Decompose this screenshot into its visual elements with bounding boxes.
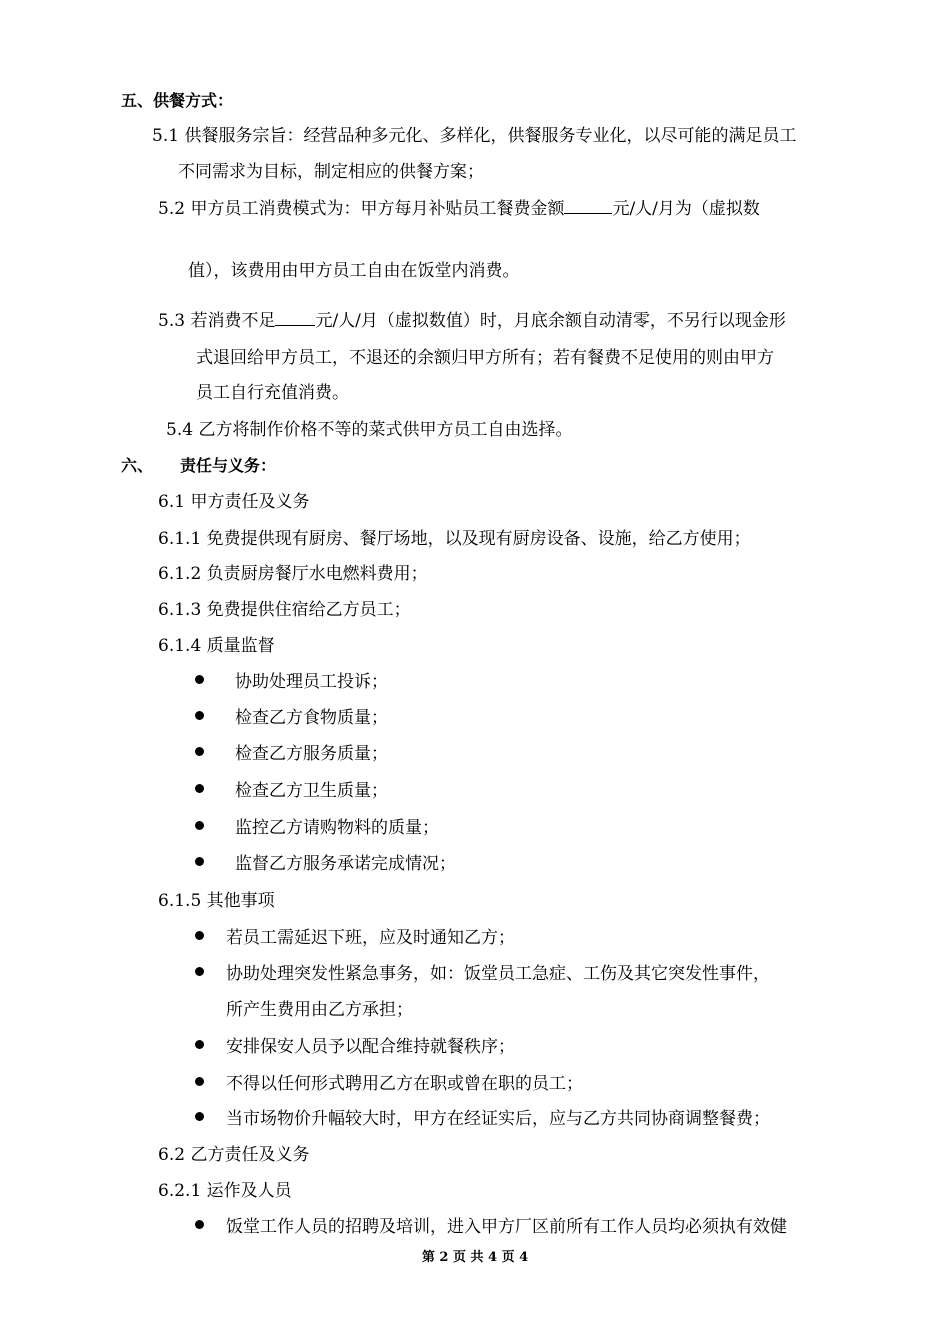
clause-5-2-text-after-blank: 元/人/月为（虚拟数: [612, 199, 760, 219]
quality-list-item: 监控乙方请购物料的质量；: [235, 818, 439, 838]
clause-5-3-line-3: 员工自行充值消费。: [196, 383, 349, 403]
bullet-icon: [195, 1077, 204, 1086]
threshold-blank-field: [275, 309, 315, 326]
clause-6-2-1: 6.2.1 运作及人员: [158, 1181, 292, 1201]
clause-5-3-text-after-blank: 元/人/月（虚拟数值）时，月底余额自动清零，不另行以现金形: [315, 311, 786, 331]
bullet-icon: [195, 1040, 204, 1049]
clause-5-2-line-1: [158, 197, 760, 221]
quality-list-item: 检查乙方服务质量；: [235, 744, 388, 764]
quality-list-item: 监督乙方服务承诺完成情况；: [235, 854, 456, 874]
bullet-icon: [195, 747, 204, 756]
clause-5-1-line-2: 不同需求为目标，制定相应的供餐方案；: [178, 162, 484, 182]
quality-list-item: 检查乙方卫生质量；: [235, 781, 388, 801]
bullet-icon: [195, 784, 204, 793]
section-6-heading: 责任与义务：: [180, 456, 277, 475]
ops-list-item: 饭堂工作人员的招聘及培训，进入甲方厂区前所有工作人员均必须执有效健: [226, 1217, 787, 1237]
clause-6-1-4: 6.1.4 质量监督: [158, 636, 275, 656]
clause-6-1-1: 6.1.1 免费提供现有厨房、餐厅场地，以及现有厨房设备、设施，给乙方使用；: [158, 529, 751, 549]
bullet-icon: [195, 675, 204, 684]
page-footer: 第 2 页 共 4 页 4: [421, 1250, 529, 1265]
bullet-icon: [195, 967, 204, 976]
amount-blank-field: [564, 197, 612, 214]
other-list-item: 不得以任何形式聘用乙方在职或曾在职的员工；: [226, 1074, 583, 1094]
clause-5-3-text-before-blank: 5.3 若消费不足: [158, 311, 276, 331]
clause-6-2: 6.2 乙方责任及义务: [158, 1145, 310, 1165]
section-6-heading-number: 六、: [121, 456, 154, 475]
other-list-item: 协助处理突发性紧急事务，如：饭堂员工急症、工伤及其它突发性事件，: [226, 964, 770, 984]
clause-5-3-line-1: [158, 309, 786, 333]
bullet-icon: [195, 821, 204, 830]
section-5-heading: 五、供餐方式：: [121, 91, 234, 110]
other-list-item: 安排保安人员予以配合维持就餐秩序；: [226, 1037, 515, 1057]
clause-5-2-text-before-blank: 5.2 甲方员工消费模式为：甲方每月补贴员工餐费金额: [158, 199, 565, 219]
bullet-icon: [195, 857, 204, 866]
clause-6-1: 6.1 甲方责任及义务: [158, 492, 310, 512]
other-list-item-continuation: 所产生费用由乙方承担；: [226, 1000, 413, 1020]
bullet-icon: [195, 711, 204, 720]
clause-5-4: 5.4 乙方将制作价格不等的菜式供甲方员工自由选择。: [166, 420, 573, 440]
other-list-item: 当市场物价升幅较大时，甲方在经证实后，应与乙方共同协商调整餐费；: [226, 1109, 770, 1129]
quality-list-item: 检查乙方食物质量；: [235, 708, 388, 728]
clause-5-3-line-2: 式退回给甲方员工，不退还的余额归甲方所有；若有餐费不足使用的则由甲方: [196, 348, 774, 368]
bullet-icon: [195, 1112, 204, 1121]
bullet-icon: [195, 1220, 204, 1229]
clause-6-1-2: 6.1.2 负责厨房餐厅水电燃料费用；: [158, 564, 428, 584]
clause-6-1-3: 6.1.3 免费提供住宿给乙方员工；: [158, 600, 411, 620]
quality-list-item: 协助处理员工投诉；: [235, 672, 388, 692]
clause-5-1-line-1: 5.1 供餐服务宗旨：经营品种多元化、多样化，供餐服务专业化，以尽可能的满足员工: [152, 126, 797, 146]
bullet-icon: [195, 931, 204, 940]
clause-5-2-line-2: 值），该费用由甲方员工自由在饭堂内消费。: [188, 261, 520, 281]
clause-6-1-5: 6.1.5 其他事项: [158, 891, 275, 911]
other-list-item: 若员工需延迟下班，应及时通知乙方；: [226, 928, 515, 948]
